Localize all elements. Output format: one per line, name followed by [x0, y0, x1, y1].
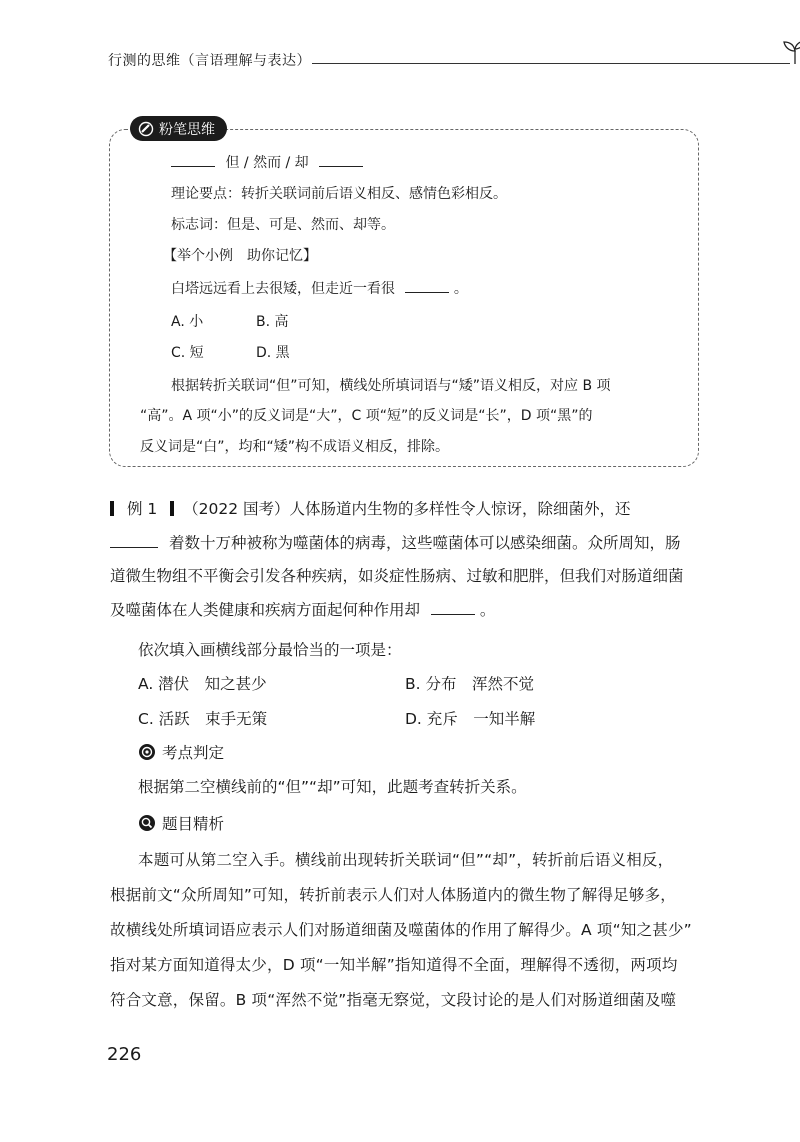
- question-line-4-text: 及噬菌体在人类健康和疾病方面起何种作用却: [110, 601, 421, 619]
- example-explanation-line-3: 反义词是“白”，均和“矮”构不成语义相反，排除。: [140, 439, 450, 455]
- question-blank-1: [110, 535, 158, 548]
- question-line-1-text: （2022 国考）人体肠道内生物的多样性令人惊讶，除细菌外，还: [183, 500, 631, 518]
- example-option-b: B. 高: [256, 314, 289, 330]
- example-option-a: A. 小: [171, 314, 204, 330]
- detail-heading-label: 题目精析: [162, 815, 225, 833]
- example-sentence-end: 。: [453, 281, 468, 297]
- example-explanation-line-2: “高”。A 项“小”的反义词是“大”，C 项“短”的反义词是“长”，D 项“黑”的: [140, 408, 593, 424]
- example-option-c: C. 短: [171, 345, 204, 361]
- signal-words: 标志词：但是、可是、然而、却等。: [171, 217, 395, 233]
- option-d[interactable]: D. 充斥 一知半解: [405, 710, 536, 728]
- chalk-thinking-badge-label: 粉笔思维: [159, 121, 215, 138]
- question-line-4-end: 。: [479, 601, 496, 619]
- option-c[interactable]: C. 活跃 束手无策: [138, 710, 268, 728]
- running-header-title: 行测的思维（言语理解与表达）: [108, 53, 311, 69]
- example-explanation-line-1: 根据转折关联词“但”可知，横线处所填词语与“矮”语义相反，对应 B 项: [171, 378, 611, 394]
- question-line-2: [110, 531, 680, 553]
- option-b[interactable]: B. 分布 浑然不觉: [405, 675, 534, 693]
- pattern-blank-left: [171, 154, 215, 167]
- pattern-connectives: 但 / 然而 / 却: [225, 155, 309, 171]
- question-label: 例 1: [126, 500, 158, 518]
- judge-text: 根据第二空横线前的“但”“却”可知，此题考查转折关系。: [138, 778, 527, 796]
- example-sentence-text: 白塔远远看上去很矮，但走近一看很: [171, 281, 395, 297]
- detail-line-2: 根据前文“众所周知”可知，转折前表示人们对人体肠道内的微生物了解得足够多，: [110, 886, 676, 904]
- page-number: 226: [107, 1044, 142, 1065]
- detail-line-5: 符合文意，保留。B 项“浑然不觉”指毫无察觉，文段讨论的是人们对肠道细菌及噬: [110, 991, 677, 1009]
- detail-line-1: 本题可从第二空入手。横线前出现转折关联词“但”“却”，转折前后语义相反，: [138, 851, 674, 869]
- chalk-icon: [138, 121, 154, 137]
- pattern-blank-right: [319, 154, 363, 167]
- detail-line-4: 指对某方面知道得太少，D 项“一知半解”指知道得不全面，理解得不透彻，两项均: [110, 956, 678, 974]
- question-line-2-text: 着数十万种被称为噬菌体的病毒，这些噬菌体可以感染细菌。众所周知，肠: [168, 534, 681, 552]
- example-option-d: D. 黑: [256, 345, 290, 361]
- example-sentence: [171, 278, 468, 298]
- question-line-1: [110, 497, 631, 519]
- target-icon: [138, 743, 156, 761]
- option-a[interactable]: A. 潜伏 知之甚少: [138, 675, 267, 693]
- chalk-thinking-badge: [130, 116, 227, 141]
- question-prompt: 依次填入画横线部分最恰当的一项是：: [138, 641, 402, 659]
- pattern-line: [171, 152, 363, 172]
- example-title: 【举个小例 助你记忆】: [163, 248, 317, 264]
- magnifier-icon: [138, 814, 156, 832]
- question-blank-2: [431, 602, 475, 615]
- detail-heading: [138, 812, 224, 834]
- question-line-3: 道微生物组不平衡会引发各种疾病，如炎症性肠病、过敏和肥胖，但我们对肠道细菌: [110, 567, 684, 585]
- sprout-icon: [780, 38, 800, 66]
- judge-heading: [138, 741, 224, 763]
- theory-point: 理论要点：转折关联词前后语义相反、感情色彩相反。: [171, 186, 507, 202]
- question-label-bar-left: [110, 501, 114, 516]
- header-rule: [312, 63, 790, 64]
- detail-line-3: 故横线处所填词语应表示人们对肠道细菌及噬菌体的作用了解得少。A 项“知之甚少”: [110, 921, 692, 939]
- question-label-bar-right: [170, 501, 174, 516]
- judge-heading-label: 考点判定: [162, 744, 225, 762]
- question-line-4: [110, 598, 495, 620]
- example-blank: [405, 280, 449, 293]
- running-header: [108, 46, 708, 76]
